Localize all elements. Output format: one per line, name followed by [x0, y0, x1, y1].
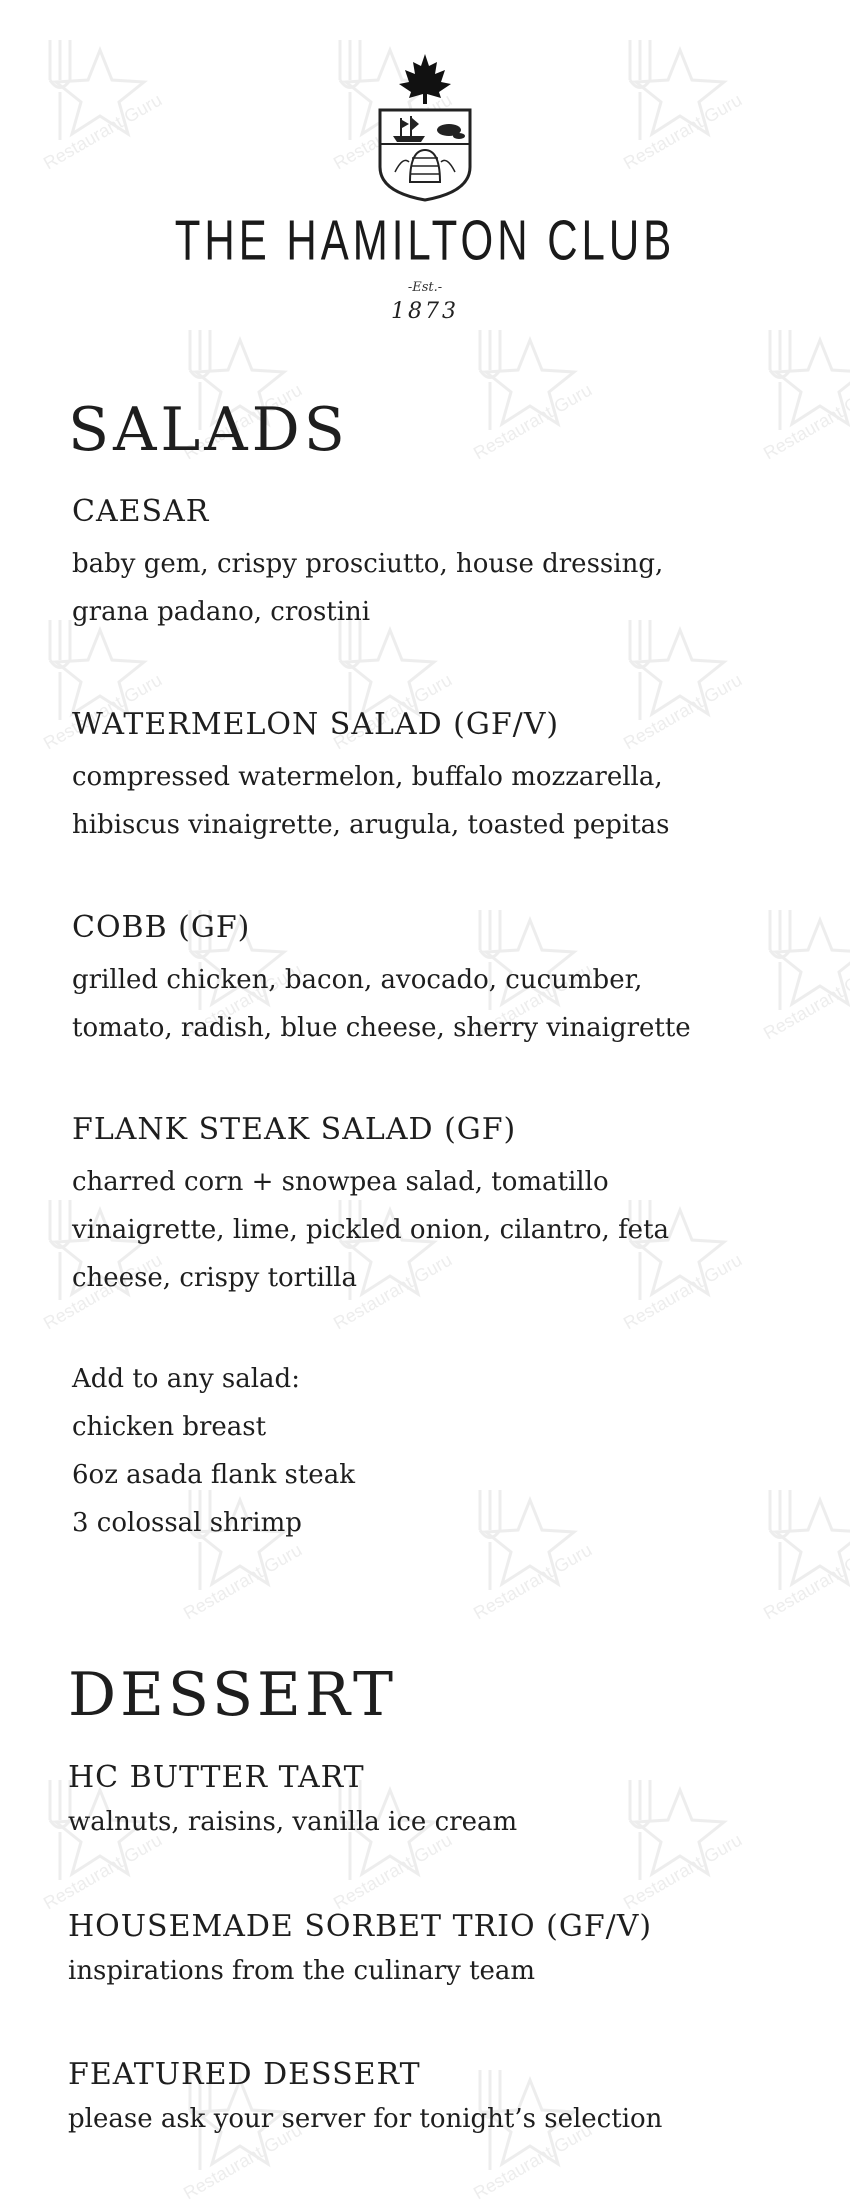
menu-item-caesar [72, 492, 832, 636]
menu-item-butter-tart [68, 1758, 828, 1842]
item-name: COBB (GF) [72, 910, 251, 945]
item-description: charred corn + snowpea salad, tomatillo vinaigrette, lime, pickled onion, cilantro, feta cheese, crispy tortilla [72, 1167, 670, 1293]
addons-title: Add to any salad: [72, 1364, 300, 1394]
item-description: please ask your server for tonight’s selection [68, 2104, 663, 2134]
addon-item: 6oz asada flank steak [72, 1460, 355, 1490]
crest-icon [365, 52, 485, 202]
section-title-dessert: DESSERT [68, 1660, 397, 1730]
menu-item-sorbet-trio [68, 1907, 828, 1991]
item-description: baby gem, crispy prosciutto, house dressing, grana padano, crostini [72, 549, 664, 627]
addon-item: 3 colossal shrimp [72, 1508, 302, 1538]
section-title-salads: SALADS [68, 395, 349, 465]
dessert-section [0, 1660, 850, 1730]
item-name: CAESAR [72, 494, 210, 529]
item-name: HC BUTTER TART [68, 1760, 365, 1795]
item-description: grilled chicken, bacon, avocado, cucumber, tomato, radish, blue cheese, sherry vinaigrette [72, 965, 691, 1043]
club-name: THE HAMILTON CLUB [174, 208, 676, 272]
item-name: WATERMELON SALAD (GF/V) [72, 707, 560, 742]
item-name: HOUSEMADE SORBET TRIO (GF/V) [68, 1909, 653, 1944]
est-label: -Est.- [407, 280, 443, 295]
item-name: FLANK STEAK SALAD (GF) [72, 1112, 517, 1147]
item-description: walnuts, raisins, vanilla ice cream [68, 1807, 518, 1837]
club-logo [0, 52, 850, 324]
item-description: compressed watermelon, buffalo mozzarella, hibiscus vinaigrette, arugula, toasted pepitas [72, 762, 670, 840]
restaurant-guru-watermark: Restaurant Guru [0, 0, 850, 2200]
menu-item-flank-steak-salad [72, 1110, 832, 1302]
menu-item-watermelon-salad [72, 705, 832, 849]
salad-addons [72, 1355, 832, 1547]
salads-section [0, 395, 850, 465]
menu-item-cobb [72, 908, 832, 1052]
est-year: 1873 [391, 299, 459, 324]
menu-item-featured-dessert [68, 2055, 828, 2139]
item-description: inspirations from the culinary team [68, 1956, 536, 1986]
item-name: FEATURED DESSERT [68, 2057, 421, 2092]
addon-item: chicken breast [72, 1412, 267, 1442]
